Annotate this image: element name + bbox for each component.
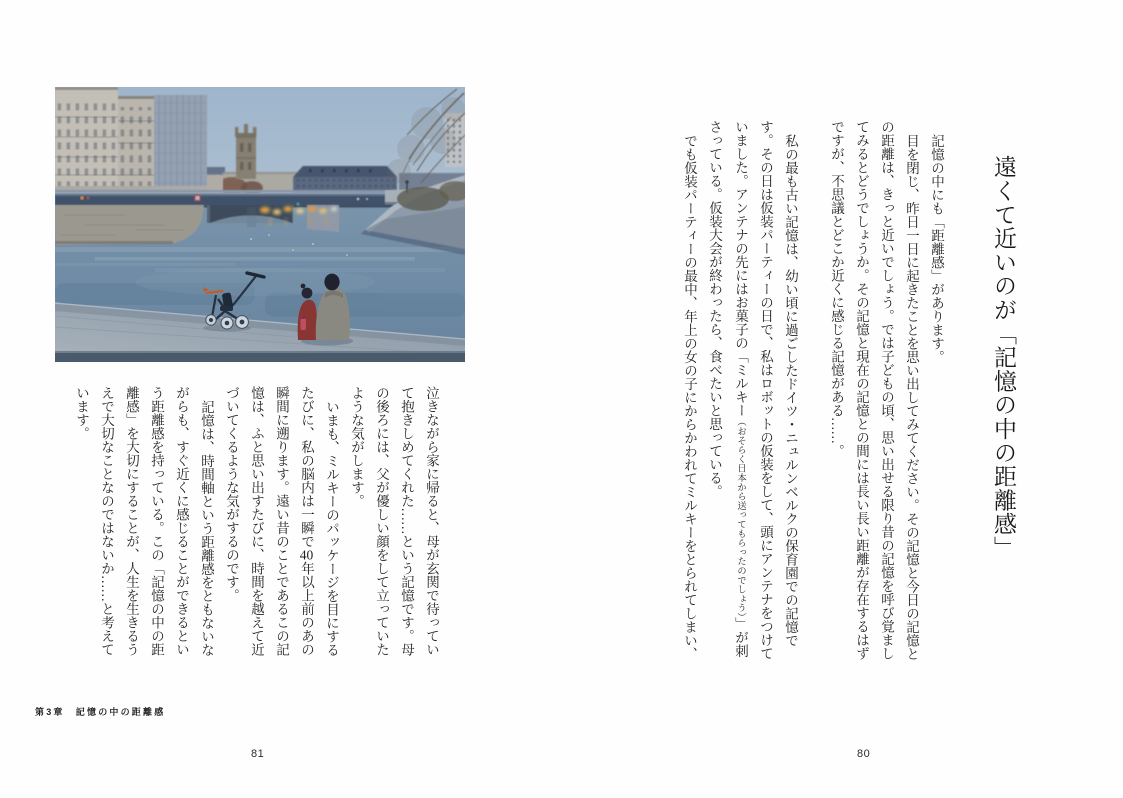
left-page-text <box>68 386 444 660</box>
right-page-text <box>678 120 949 665</box>
paragraph: 泣きながら家に帰ると、母が玄関で待っていて抱きしめてくれた……という記憶です。母の後ろには、父が優しい顔をして立っていたような気がします。 <box>349 386 439 656</box>
paragraph: 記憶の中にも「距離感」があります。 <box>929 133 944 363</box>
paragraph: 私の最も古い記憶は、幼い頃に過ごしたドイツ・ニュルンベルクの保育園での記憶です。その日は仮装パーティーの日で、私はロボットの仮装をして、頭にアンテナをつけていました。アンテナの先にはお菓子の「ミルキー（おそらく日本から送ってもらったのでしょう）」が刺さっている。仮装大会が終わったら、食べたいと思っている。 <box>707 120 798 660</box>
page-number-right: 80 <box>857 748 871 760</box>
paragraph: 目を閉じ、昨日一日に起きたことを思い出してみてください。その記憶と今日の記憶との距離は、きっと近いでしょう。では子どもの頃、思い出せる限り昔の記憶を呼び覚ましてみるとどうでしょうか。その記憶と現在の記憶との間には長い長い距離が存在するはずですが、不思議とどこか近くに感じる記憶がある……。 <box>829 120 919 660</box>
paragraph: でも仮装パーティーの最中、年上の女の子にからかわれてミルキーをとられてしまい、 <box>682 133 697 660</box>
paragraph: 記憶は、時間軸という距離感をともないながらも、すぐ近くに感じることができるという距離感を持っている。この「記憶の中の距離感」を大切にすることが、人生を生きるうえで大切なことなのではないか……と考えています。 <box>74 386 214 656</box>
dusk-tint <box>55 87 465 362</box>
chapter-heading: 遠くて近いのが「記憶の中の距離感」 <box>991 155 1016 560</box>
page-number-left: 81 <box>251 748 265 760</box>
paragraph: いまも、ミルキーのパッケージを目にするたびに、私の脳内は一瞬で40年以上前のあの瞬間に遡ります。遠い昔のことであるこの記憶は、ふと思い出すたびに、時間を越えて近づいてくるような気がするのです。 <box>224 386 339 656</box>
running-footer: 第3章 記憶の中の距離感 <box>35 707 166 717</box>
riverside-photo <box>55 87 465 362</box>
riverside-photo-art <box>55 87 465 362</box>
